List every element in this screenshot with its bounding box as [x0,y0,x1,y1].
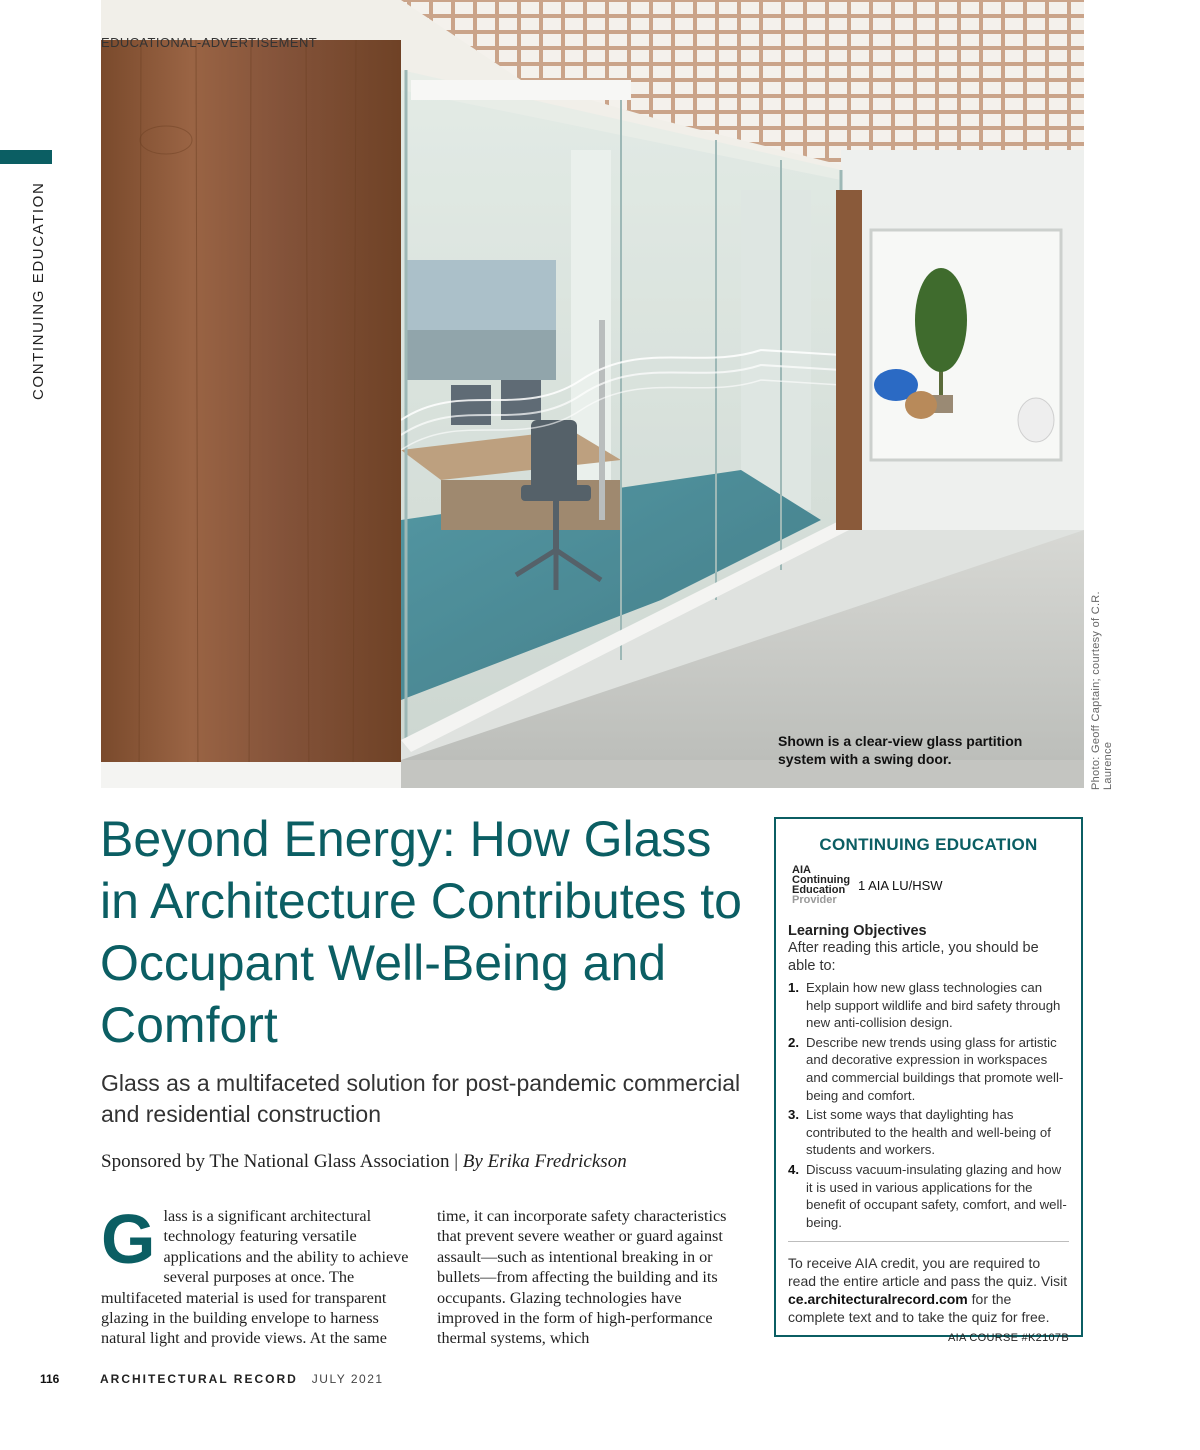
article-title: Beyond Energy: How Glass in Architecture Contributes to Occupant Well-Being and Comfort [100,811,742,1053]
objective-item: 2. Describe new trends using glass for artistic and decorative expression in workspaces and commercial buildings that promote well-being and comfort. [788,1034,1064,1103]
advertisement-label: EDUCATIONAL-ADVERTISEMENT [101,35,318,50]
aia-course-number: AIA COURSE #K2107B [948,1332,1069,1345]
article-subtitle: Glass as a multifaceted solution for post-pandemic commercial and residential construction [101,1070,741,1127]
aia-credit-row [792,865,1069,905]
photo-caption: Shown is a clear-view glass partition system with a swing door. [778,733,1023,767]
photo-credit: Photo: Geoff Captain; courtesy of C.R. Laurence [1090,591,1114,790]
body-text-1: lass is a significant architectural technology featuring versatile applications and the ability to achieve several purposes at once. The multifaceted material is used for transparent glazing in the building envelope to harness natural light and provide views. At the same [101,1207,409,1348]
continuing-education-box [774,817,1083,1345]
ce-website-link[interactable]: ce.architecturalrecord.com [788,1291,968,1308]
hero-photo [101,0,1084,788]
body-column-2: time, it can incorporate safety characteristics that prevent severe weather or guard against assault—such as intentional breaking in or bullets—from affecting the building and its occupants. Glazing technologies have improved in the form of high-performance thermal systems, which [437,1207,727,1348]
ce-divider [788,1241,1069,1242]
issue-date: JULY 2021 [311,1372,384,1386]
aia-provider-logo: AIA Continuing Education Provider [792,864,851,906]
objective-item: 4. Discuss vacuum-insulating glazing and how it is used in various applications for the benefit of occupant safety, comfort, and well-being. [788,1161,1067,1230]
body-column-1 [101,1200,409,1349]
page-footer [40,1372,384,1386]
page-number: 116 [40,1372,60,1386]
publication-name: ARCHITECTURAL RECORD [100,1372,298,1386]
ce-heading: CONTINUING EDUCATION [819,835,1038,854]
aia-credit-hours: 1 AIA LU/HSW [858,877,943,893]
objective-item: 3. List some ways that daylighting has contributed to the health and well-being of students and workers. [788,1107,1051,1158]
office-glass-partition-illustration [101,0,1084,788]
learning-objectives-intro: After reading this article, you should be able to: [788,940,1039,974]
learning-objectives-list [788,979,1069,1231]
objective-item: 1. Explain how new glass technologies can help support wildlife and bird safety through new anti-collision design. [788,980,1061,1031]
aia-credit-note: To receive AIA credit, you are required to read the entire article and pass the quiz. Visit ce.architecturalrecord.com for the complete text and to take the quiz for free. [788,1255,1068,1326]
section-side-label: CONTINUING EDUCATION [30,181,47,400]
sponsor-text: Sponsored by The National Glass Association | [101,1151,463,1172]
article-byline [101,1151,627,1173]
drop-cap: G [101,1200,156,1278]
author-name: By Erika Fredrickson [462,1151,627,1172]
learning-objectives-heading: Learning Objectives [788,923,927,939]
section-tab-marker [0,150,52,164]
